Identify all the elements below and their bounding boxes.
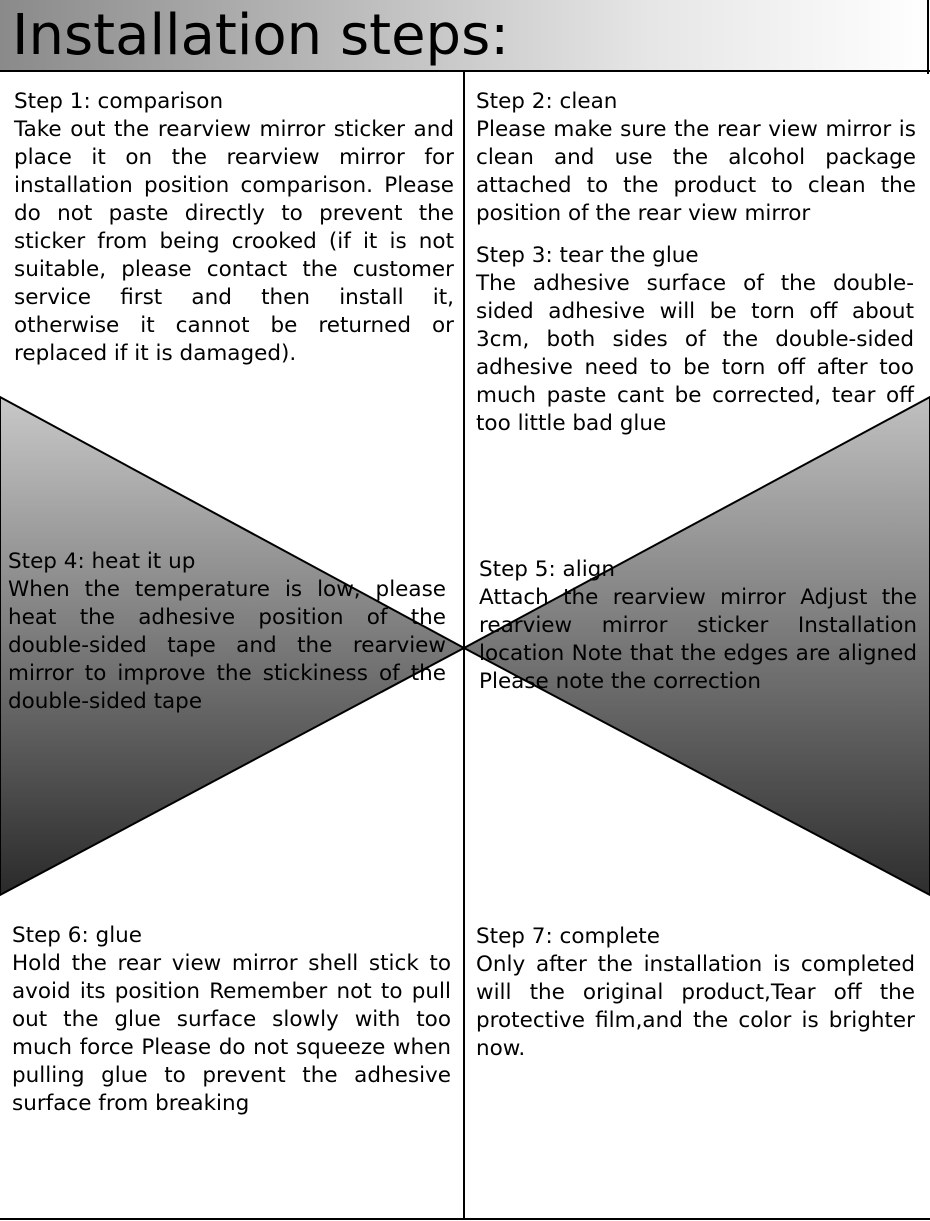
step-7-body: Only after the installation is completed will the original product,Tear off the protective film,and the color is brighter now.	[476, 952, 915, 1061]
step-3-heading: Step 3: tear the glue	[476, 243, 699, 268]
step-1-body: Take out the rearview mirror sticker and place it on the rearview mirror for installation position comparison. Please do not paste directly to prevent the sticker from being crooked (if it is not suitable, please contact the customer service first and then install it, otherwise it cannot be returned or replaced if it is damaged).	[14, 117, 454, 366]
step-6-heading: Step 6: glue	[12, 923, 143, 948]
step-7-heading: Step 7: complete	[476, 924, 660, 949]
step-4	[8, 548, 446, 716]
step-3	[476, 242, 914, 438]
step-7	[476, 923, 915, 1063]
title-frame-edge	[927, 0, 929, 74]
step-5-body: Attach the rearview mirror Adjust the rearview mirror sticker Installation location Note that the edges are aligned Please note the correction	[479, 585, 917, 694]
step-5-heading: Step 5: align	[479, 557, 615, 582]
title-bar	[0, 0, 930, 72]
step-2-heading: Step 2: clean	[476, 89, 618, 114]
step-1-heading: Step 1: comparison	[14, 89, 224, 114]
step-4-heading: Step 4: heat it up	[8, 549, 196, 574]
page-title: Installation steps:	[12, 3, 510, 68]
step-4-body: When the temperature is low, please heat the adhesive position of the double-sided tape and the rearview mirror to improve the stickiness of the double-sided tape	[8, 577, 446, 714]
step-2-body: Please make sure the rear view mirror is clean and use the alcohol package attached to the product to clean the position of the rear view mirror	[476, 117, 916, 226]
bottom-border	[0, 1218, 930, 1220]
step-2	[476, 88, 916, 228]
step-6	[12, 922, 451, 1118]
column-divider	[463, 72, 465, 1219]
step-1	[14, 88, 454, 368]
step-6-body: Hold the rear view mirror shell stick to avoid its position Remember not to pull out the glue surface slowly with too much force Please do not squeeze when pulling glue to prevent the adhesive surface from breaking	[12, 951, 451, 1116]
step-3-body: The adhesive surface of the double-sided adhesive will be torn off about 3cm, both sides of the double-sided adhesive need to be torn off after too much paste cant be corrected, tear off too little bad glue	[476, 271, 914, 436]
step-5	[479, 556, 917, 696]
